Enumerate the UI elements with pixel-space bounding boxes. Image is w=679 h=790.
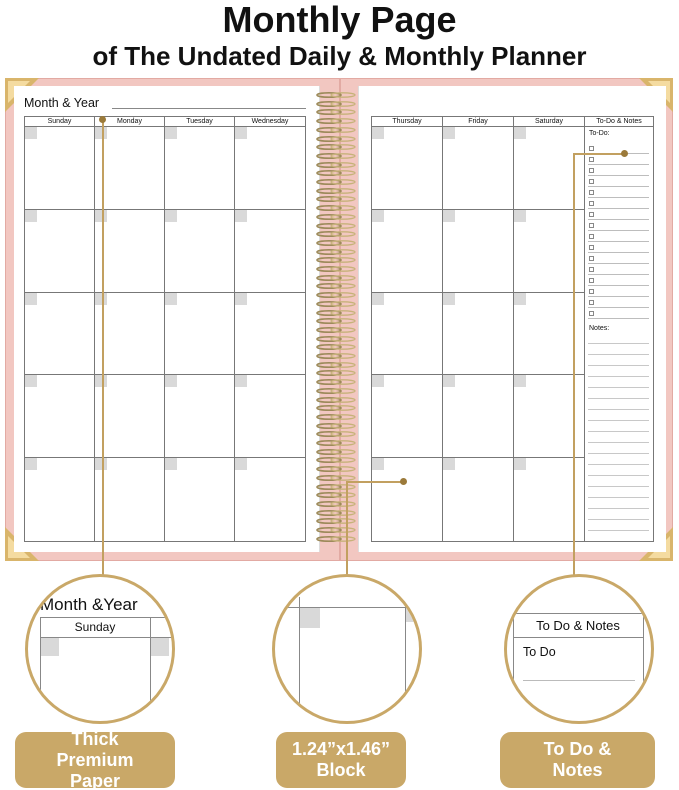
spiral-coil-icon	[314, 144, 358, 150]
callout-line-paper	[102, 120, 104, 576]
date-box	[372, 293, 384, 305]
checkbox-icon	[589, 311, 594, 316]
day-cell	[25, 293, 95, 376]
spiral-coil-icon	[314, 423, 358, 429]
todo-row	[588, 253, 649, 264]
day-cell	[25, 458, 95, 541]
todo-row	[588, 242, 649, 253]
date-box	[372, 375, 384, 387]
spiral-coil-icon	[314, 379, 358, 385]
date-box	[443, 458, 455, 470]
badge-todo-notes	[500, 732, 655, 788]
date-box	[95, 127, 107, 139]
todo-label: To-Do:	[589, 130, 610, 137]
day-header-wednesday: Wednesday	[235, 117, 305, 127]
spiral-coil-icon	[314, 440, 358, 446]
date-box	[25, 293, 37, 305]
callout-line-block-vertical	[346, 481, 348, 576]
day-header-thursday: Thursday	[372, 117, 443, 127]
day-cell	[372, 210, 443, 293]
spiral-coil-icon	[314, 136, 358, 142]
checkbox-icon	[589, 267, 594, 272]
date-box	[165, 375, 177, 387]
zoom-date-box	[406, 608, 420, 622]
zoom-month-year-label: Month &Year	[40, 595, 138, 614]
day-cell	[372, 293, 443, 376]
zoom-header-label: To Do & Notes	[536, 618, 620, 633]
date-box	[95, 210, 107, 222]
callout-line-notes-vertical	[573, 153, 575, 576]
day-cell	[165, 127, 235, 210]
calendar-grid-right	[371, 116, 654, 542]
date-box	[443, 127, 455, 139]
day-cell	[443, 293, 514, 376]
spiral-coil-icon	[314, 196, 358, 202]
date-box	[95, 458, 107, 470]
zoom-rule	[643, 613, 644, 723]
day-cell	[95, 375, 165, 458]
zoom-rule	[513, 637, 644, 638]
notes-line	[588, 453, 649, 454]
page-subtitle: of The Undated Daily & Monthly Planner	[92, 41, 587, 71]
date-box	[165, 458, 177, 470]
zoom-rule	[40, 617, 175, 618]
day-cell	[165, 293, 235, 376]
notes-label: Notes:	[589, 325, 610, 332]
callout-line-block-horizontal	[346, 481, 404, 483]
notes-line	[588, 409, 649, 410]
spiral-coil-icon	[314, 170, 358, 176]
date-box	[235, 127, 247, 139]
todo-row	[588, 176, 649, 187]
spiral-coil-icon	[314, 127, 358, 133]
date-box	[372, 210, 384, 222]
badge-label: 1.24”x1.46” Block	[291, 739, 391, 780]
day-cell	[443, 458, 514, 541]
date-box	[25, 210, 37, 222]
notes-line	[588, 530, 649, 531]
month-year-label: Month & Year	[24, 96, 100, 110]
spiral-coil-icon	[314, 257, 358, 263]
date-box	[514, 458, 526, 470]
checkbox-icon	[589, 157, 594, 162]
day-header-tuesday: Tuesday	[165, 117, 235, 127]
checkbox-icon	[589, 168, 594, 173]
spiral-coil-icon	[314, 318, 358, 324]
date-box	[514, 127, 526, 139]
spiral-coil-icon	[314, 266, 358, 272]
zoom-circle-paper	[25, 574, 175, 724]
day-header-sunday: Sunday	[25, 117, 95, 127]
zoom-rule	[150, 617, 151, 724]
spiral-coil-icon	[314, 205, 358, 211]
day-header-friday: Friday	[443, 117, 514, 127]
callout-dot-block	[400, 478, 407, 485]
zoom-rule	[513, 613, 649, 614]
date-box	[514, 375, 526, 387]
todo-row	[588, 198, 649, 209]
zoom-date-box	[300, 608, 320, 628]
spiral-coil-icon	[314, 397, 358, 403]
spiral-coil-icon	[314, 249, 358, 255]
day-cell	[235, 458, 305, 541]
todo-row	[588, 154, 649, 165]
zoom-todo-label: To Do	[523, 645, 556, 659]
zoom-day-label: Sunday	[74, 620, 116, 634]
day-cell	[443, 210, 514, 293]
checkbox-icon	[589, 245, 594, 250]
callout-dot-notes	[621, 150, 628, 157]
todo-row	[588, 275, 649, 286]
spiral-coil-icon	[314, 457, 358, 463]
date-box	[514, 210, 526, 222]
day-cell	[372, 458, 443, 541]
notes-line	[588, 442, 649, 443]
spiral-coil-icon	[314, 370, 358, 376]
day-cell	[95, 458, 165, 541]
todo-row	[588, 165, 649, 176]
day-cell	[235, 375, 305, 458]
date-box	[235, 458, 247, 470]
notes-line	[588, 376, 649, 377]
notes-line	[588, 420, 649, 421]
todo-row	[588, 297, 649, 308]
spiral-coil-icon	[314, 388, 358, 394]
notes-line	[588, 508, 649, 509]
day-header-saturday: Saturday	[514, 117, 585, 127]
callout-dot-paper	[99, 116, 106, 123]
day-cell	[165, 210, 235, 293]
date-box	[443, 293, 455, 305]
date-box	[235, 375, 247, 387]
spiral-coil-icon	[314, 327, 358, 333]
spiral-coil-icon	[314, 501, 358, 507]
date-box	[165, 293, 177, 305]
spiral-coil-icon	[314, 527, 358, 533]
day-cell	[235, 210, 305, 293]
spiral-coil-icon	[314, 405, 358, 411]
day-cell	[95, 293, 165, 376]
spiral-coil-icon	[314, 310, 358, 316]
date-box	[95, 293, 107, 305]
spiral-coil-icon	[314, 283, 358, 289]
notes-line	[588, 365, 649, 366]
spiral-coil-icon	[314, 223, 358, 229]
checkbox-icon	[589, 179, 594, 184]
day-cell	[443, 127, 514, 210]
spiral-coil-icon	[314, 353, 358, 359]
spiral-coil-icon	[314, 231, 358, 237]
spiral-coil-icon	[314, 431, 358, 437]
spiral-coil-icon	[314, 449, 358, 455]
day-cell	[372, 127, 443, 210]
day-header-monday: Monday	[95, 117, 165, 127]
todo-row	[588, 209, 649, 220]
badge-label: To Do & Notes	[543, 739, 612, 780]
checkbox-icon	[589, 201, 594, 206]
checkbox-icon	[589, 190, 594, 195]
date-box	[372, 127, 384, 139]
notes-line	[588, 464, 649, 465]
spiral-coil-icon	[314, 536, 358, 542]
date-box	[443, 210, 455, 222]
notes-line	[588, 486, 649, 487]
spiral-coil-icon	[314, 214, 358, 220]
date-box	[235, 210, 247, 222]
checkbox-icon	[589, 146, 594, 151]
date-box	[25, 375, 37, 387]
spiral-binding	[314, 92, 358, 548]
zoom-write-line	[523, 680, 635, 681]
calendar-grid-left	[24, 116, 306, 542]
spiral-coil-icon	[314, 414, 358, 420]
page-title: Monthly Page	[222, 0, 457, 40]
notes-line	[588, 398, 649, 399]
day-cell	[95, 210, 165, 293]
notes-line	[588, 475, 649, 476]
spiral-coil-icon	[314, 466, 358, 472]
zoom-date-box	[151, 638, 169, 656]
badge-label: Thick Premium Paper	[56, 728, 134, 790]
checkbox-icon	[589, 223, 594, 228]
day-cell	[25, 375, 95, 458]
spiral-coil-icon	[314, 188, 358, 194]
spiral-coil-icon	[314, 153, 358, 159]
notes-line	[588, 431, 649, 432]
spiral-coil-icon	[314, 336, 358, 342]
notes-line	[588, 343, 649, 344]
zoom-date-box	[41, 638, 59, 656]
todo-row	[588, 187, 649, 198]
todo-notes-column	[585, 127, 653, 541]
spiral-coil-icon	[314, 301, 358, 307]
spiral-coil-icon	[314, 92, 358, 98]
date-box	[95, 375, 107, 387]
notes-line	[588, 519, 649, 520]
spiral-coil-icon	[314, 109, 358, 115]
spiral-coil-icon	[314, 484, 358, 490]
checkbox-icon	[589, 289, 594, 294]
spiral-coil-icon	[314, 518, 358, 524]
todo-row	[588, 264, 649, 275]
day-cell	[95, 127, 165, 210]
zoom-circle-block	[272, 574, 422, 724]
day-cell	[372, 375, 443, 458]
date-box	[372, 458, 384, 470]
checkbox-icon	[589, 256, 594, 261]
day-cell	[443, 375, 514, 458]
todo-row	[588, 286, 649, 297]
notes-line	[588, 354, 649, 355]
date-box	[25, 127, 37, 139]
date-box	[443, 375, 455, 387]
date-box	[165, 210, 177, 222]
todo-row	[588, 231, 649, 242]
checkbox-icon	[589, 300, 594, 305]
spiral-coil-icon	[314, 362, 358, 368]
todo-row	[588, 308, 649, 319]
spiral-coil-icon	[314, 179, 358, 185]
zoom-circle-notes	[504, 574, 654, 724]
todo-row	[588, 220, 649, 231]
day-cell	[165, 375, 235, 458]
notes-line	[588, 497, 649, 498]
spiral-coil-icon	[314, 492, 358, 498]
spiral-coil-icon	[314, 510, 358, 516]
notes-line	[588, 387, 649, 388]
day-cell	[25, 210, 95, 293]
day-cell	[25, 127, 95, 210]
zoom-rule	[272, 607, 422, 608]
checkbox-icon	[589, 234, 594, 239]
checkbox-icon	[589, 212, 594, 217]
spiral-coil-icon	[314, 240, 358, 246]
todo-notes-header: To-Do & Notes	[585, 117, 653, 127]
day-cell	[235, 293, 305, 376]
callout-line-notes-horizontal	[573, 153, 625, 155]
date-box	[25, 458, 37, 470]
day-cell	[235, 127, 305, 210]
spiral-coil-icon	[314, 275, 358, 281]
date-box	[165, 127, 177, 139]
spiral-coil-icon	[314, 344, 358, 350]
spiral-coil-icon	[314, 118, 358, 124]
badge-thick-premium-paper	[15, 728, 175, 790]
spiral-coil-icon	[314, 292, 358, 298]
badge-block-size	[276, 732, 406, 788]
checkbox-icon	[589, 278, 594, 283]
spiral-coil-icon	[314, 162, 358, 168]
spiral-coil-icon	[314, 101, 358, 107]
spiral-coil-icon	[314, 475, 358, 481]
date-box	[235, 293, 247, 305]
month-year-line	[112, 108, 306, 109]
day-cell	[165, 458, 235, 541]
date-box	[514, 293, 526, 305]
